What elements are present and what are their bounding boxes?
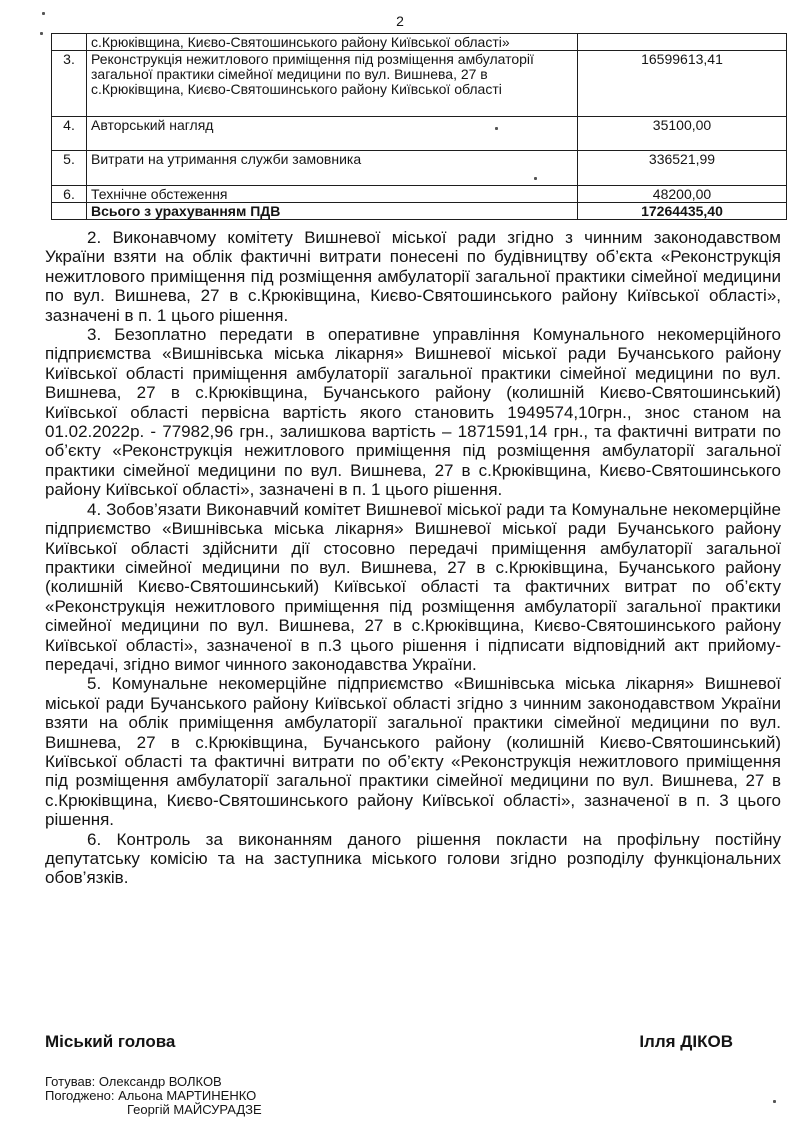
row-description: с.Крюківщина, Києво-Святошинського району Київської області» [87,34,578,51]
table-row [52,186,787,203]
row-description: Витрати на утримання служби замовника [87,151,578,186]
scan-speck [534,177,537,180]
paragraph-4: 4. Зобов’язати Виконавчий комітет Вишневої міської ради та Комунальне некомерційне підприємство «Вишнівська міська лікарня» Вишневої міської ради Бучанського району Київської області здійснити дії стосовно передачі приміщення амбулаторії загальної практики сімейної медицини по вул. Вишнева, 27 в с.Крюківщина, Бучанського району (колишній Києво-Святошинський) Київської області та фактичних витрат по об’єкту «Реконструкція нежитлового приміщення під розміщення амбулаторії загальної практики сімейної медицини по вул. Вишнева, 27 в с.Крюківщина, Києво-Святошинського району Київської області», зазначеної в п.3 цього рішення і підписати відповідний акт прийому-передачі, згідно вимог чинного законодавства України. [45,499,781,674]
signatory-name: Ілля ДІКОВ [639,1032,733,1051]
row-value: 35100,00 [578,117,787,151]
row-number [52,34,87,51]
row-value: 336521,99 [578,151,787,186]
row-value: 16599613,41 [578,51,787,117]
table-row [52,34,787,51]
row-number: 4. [52,117,87,151]
row-value: 48200,00 [578,186,787,203]
table-row [52,117,787,151]
approval-footer [45,1075,262,1117]
decision-text [45,228,781,888]
expenses-table [51,33,787,220]
scan-speck [40,32,43,35]
paragraph-5: 5. Комунальне некомерційне підприємство «Вишнівська міська лікарня» Вишневої міської ради Бучанського району Київської області згідно з чинним законодавством України взяти на облік приміщення амбулаторії загальної практики сімейної медицини по вул. Вишнева, 27 в с.Крюківщина, Бучанського району (колишній Києво-Святошинський) Київської області та фактичні витрати по об’єкту «Реконструкція нежитлового приміщення під розміщення амбулаторії загальної практики сімейної медицини по вул. Вишнева, 27 в с.Крюківщина, Києво-Святошинського району Київської області», зазначеної в п. 3 цього рішення. [45,674,781,830]
table-total-row [52,203,787,220]
paragraph-2: 2. Виконавчому комітету Вишневої міської ради згідно з чинним законодавством України взяти на облік фактичні витрати понесені по будівництву об’єкта «Реконструкція нежитлового приміщення під розміщення амбулаторії загальної практики сімейної медицини по вул. Вишнева, 27 в с.Крюківщина, Києво-Святошинського району Київської області», зазначені в п. 1 цього рішення. [45,228,781,325]
total-value: 17264435,40 [578,203,787,220]
page-number: 2 [396,13,404,29]
prepared-by: Готував: Олександр ВОЛКОВ [45,1074,222,1089]
table-row [52,151,787,186]
row-description: Авторський нагляд [87,117,578,151]
row-description: Реконструкція нежитлового приміщення під розміщення амбулаторії загальної практики сімейної медицини по вул. Вишнева, 27 в с.Крюківщина, Києво-Святошинського району Київської області [87,51,578,117]
row-number: 5. [52,151,87,186]
row-value [578,34,787,51]
agreed-by: Погоджено: Альона МАРТИНЕНКО [45,1088,257,1103]
agreed-by-second: Георгій МАЙСУРАДЗЕ [127,1102,262,1117]
table-row [52,51,787,117]
signatory-title: Міський голова [45,1032,176,1051]
scan-speck [773,1100,776,1103]
row-number: 3. [52,51,87,117]
paragraph-3: 3. Безоплатно передати в оперативне управління Комунального некомерційного підприємства «Вишнівська міська лікарня» Вишневої міської ради Бучанського району Київської області приміщення амбулаторії загальної практики сімейної медицини по вул. Вишнева, 27 в с.Крюківщина, Бучанського району (колишній Києво-Святошинський) Київської області первісна вартість якого становить 1949574,10грн., знос станом на 01.02.2022р. - 77982,96 грн., залишкова вартість – 1871591,14 грн., та фактичні витрати по об’єкту «Реконструкція нежитлового приміщення під розміщення амбулаторії загальної практики сімейної медицини по вул. Вишнева, 27 в с.Крюківщина, Києво-Святошинського району Київської області», зазначені в п. 1 цього рішення. [45,325,781,500]
total-label: Всього з урахуванням ПДВ [87,203,578,220]
row-number: 6. [52,186,87,203]
paragraph-6: 6. Контроль за виконанням даного рішення покласти на профільну постійну депутатську комісію та на заступника міського голови згідно розподілу функціональних обов’язків. [45,829,781,888]
row-description: Технічне обстеження [87,186,578,203]
scan-speck [495,127,498,130]
scan-speck [42,12,45,15]
row-number [52,203,87,220]
